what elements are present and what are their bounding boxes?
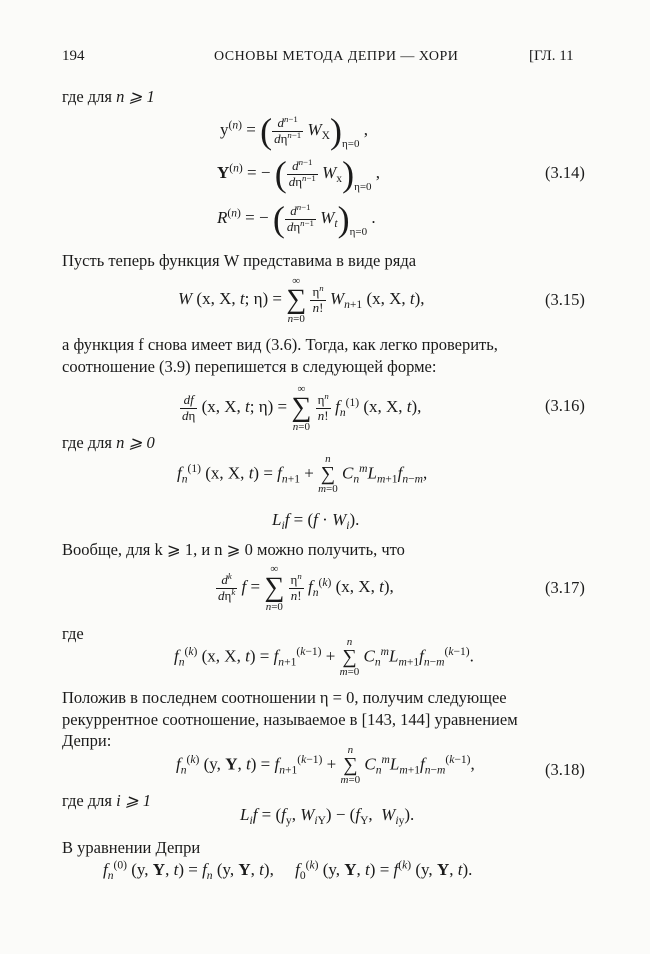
equation-number-3-16: (3.16): [545, 396, 585, 415]
where-label: где: [62, 624, 84, 643]
paragraph-f-again-1: а функция f снова имеет вид (3.6). Тогда, как легко проверить,: [62, 335, 498, 354]
running-title: ОСНОВЫ МЕТОДА ДЕПРИ — ХОРИ: [214, 49, 459, 64]
paragraph-setting-2: рекуррентное соотношение, называемое в [143, 144] уравнением: [62, 710, 518, 729]
condition: n ⩾ 0: [116, 433, 155, 452]
condition: n ⩾ 1: [116, 87, 155, 106]
page-number: 194: [62, 48, 85, 64]
equation-lie-operator: $L_if = (f \cdot W_i)$.: [272, 510, 360, 533]
where-label: где для: [62, 87, 113, 106]
where-label: где для: [62, 433, 113, 452]
where-n0-line: [62, 433, 155, 453]
where-n1-line: [62, 87, 155, 107]
paragraph-let-w: Пусть теперь функция W представима в виде ряда: [62, 251, 417, 270]
equation-3-15: W (x, X, t; η) = ∞ ∑ n=0 $\frac{\eta^n}{n!}$ $W_{n+1}$ (x, X, t),: [178, 275, 425, 325]
equation-f1-definition: $f_n^{(1)}$ (x, X, $t) = f_{n+1}$ + n ∑ m=0 $C_n^mL_{m+1}f_{n-m}$,: [177, 453, 428, 495]
paragraph-f-again-2: соотношение (3.9) перепишется в следующей форме:: [62, 357, 437, 376]
equation-3-16: $\frac{df}{d\eta}$ (x, X, t; η) = ∞ ∑ n=0 $\frac{\eta^n}{n!}$ $f_n^{(1)}$ (x, X, t),: [182, 383, 422, 433]
where-i1-line: [62, 791, 151, 811]
paragraph-in-deprit: В уравнении Депри: [62, 838, 201, 857]
condition: i ⩾ 1: [116, 791, 152, 810]
equation-3-14-line3: $R^{(n)}$ = − ( $\frac{d^{n-1}}{d\eta^{n-1}}$ $W_t)_{\eta=0}$ .: [217, 199, 376, 239]
paragraph-setting-1: Положив в последнем соотношении η = 0, получим следующее: [62, 688, 507, 707]
paragraph-generally: Вообще, для k ⩾ 1, и n ⩾ 0 можно получить, что: [62, 540, 405, 559]
equation-3-14-line1: $y^{(n)}$ = ( $\frac{d^{n-1}}{d\eta^{n-1}}$ $W_X)_{\eta=0}$ ,: [220, 111, 368, 151]
equation-deprit-initial: $f_n^{(0)}$ (y, Y, $t) = f_n$ (y, Y, t), $f_0^{(k)}$ (y, Y, $t) = f^{(k)}$ (y, Y, t).: [103, 858, 473, 883]
where-label: где для: [62, 791, 113, 810]
equation-number-3-17: (3.17): [545, 578, 585, 597]
paragraph-setting-3: Депри:: [62, 731, 112, 750]
equation-number-3-14: (3.14): [545, 163, 585, 182]
equation-fk-definition: $f_n^{(k)}$ (x, X, $t) = f_{n+1}^{(k-1)}$ + n ∑ m=0 $C_n^mL_{m+1}f_{n-m}^{(k-1)}$.: [174, 636, 474, 678]
equation-number-3-15: (3.15): [545, 290, 585, 309]
equation-lie-poisson: $L_if = (f_y$, $W_{iY}) - (f_Y$, $W_{iy}$).: [240, 805, 415, 828]
equation-3-18: $f_n^{(k)}$ (y, Y, $t) = f_{n+1}^{(k-1)}$ + n ∑ m=0 $C_n^mL_{m+1}f_{n-m}^{(k-1)}$,: [176, 744, 475, 786]
equation-3-14-line2: $Y^{(n)}$ = − ( $\frac{d^{n-1}}{d\eta^{n-1}}$ $W_x)_{\eta=0}$ ,: [217, 154, 381, 194]
equation-3-17: $\frac{d^k}{d\eta^k}$ f = ∞ ∑ n=0 $\frac{\eta^n}{n!}$ $f_n^{(k)}$ (x, X, t),: [218, 563, 394, 613]
chapter-label: [ГЛ. 11: [529, 48, 574, 64]
equation-number-3-18: (3.18): [545, 760, 585, 779]
